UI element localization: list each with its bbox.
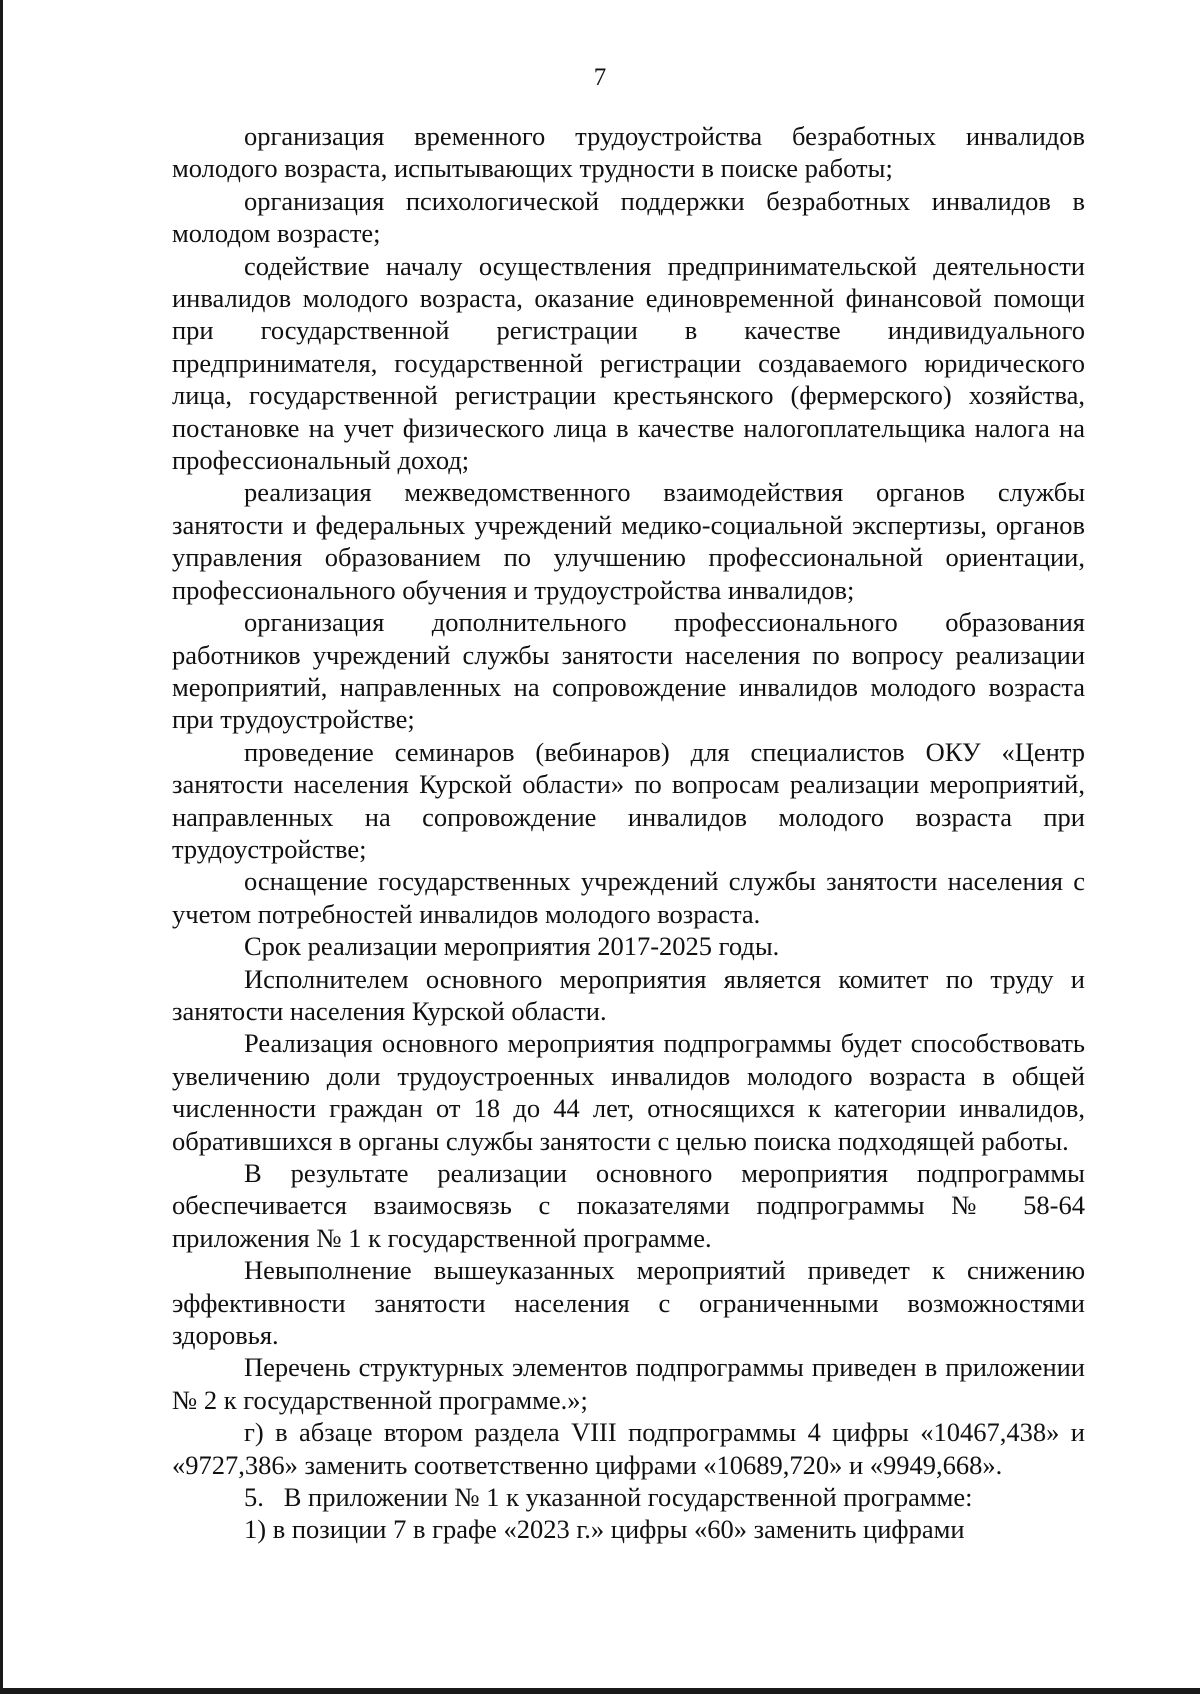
- paragraph-subitem-1: 1) в позиции 7 в графе «2023 г.» цифры «60» заменить цифрами: [244, 1514, 965, 1545]
- paragraph-structural-elements: Перечень структурных элементов подпрограммы приведен в приложении № 2 к государственной программе.»;: [172, 1352, 1085, 1415]
- paragraph-entrepreneurship-support: содействие началу осуществления предпринимательской деятельности инвалидов молодого возраста, оказание единовременной финансовой помощи при государственной регистрации в качестве индивидуального предпринимателя, государственной регистрации создаваемого юридического лица, государственной регистрации крестьянского (фермерского) хозяйства, постановке на учет физического лица в качестве налогоплательщика налога на профессиональный доход;: [172, 250, 1085, 476]
- paragraph-indicator-link: В результате реализации основного мероприятия подпрограммы обеспечивается взаимосвязь с показателями подпрограммы № 58-64 приложения № 1 к государственной программе.: [172, 1158, 1085, 1253]
- paragraph-psychological-support: организация психологической поддержки безработных инвалидов в молодом возрасте;: [172, 185, 1085, 249]
- scan-left-edge: [0, 0, 3, 1694]
- paragraph-staff-education: организация дополнительного профессионального образования работников учреждений службы занятости населения по вопросу реализации мероприятий, направленных на сопровождение инвалидов молодого возраста при трудоустройстве;: [172, 607, 1085, 735]
- paragraph-expected-result: Реализация основного мероприятия подпрограммы будет способствовать увеличению доли трудоустроенных инвалидов молодого возраста в общей численности граждан от 18 до 44 лет, относящихся к категории инвалидов, обратившихся в органы службы занятости с целью поиска подходящей работы.: [172, 1028, 1085, 1156]
- paragraph-temporary-employment: организация временного трудоустройства безработных инвалидов молодого возраста, испытывающих трудности в поиске работы;: [172, 121, 1085, 184]
- scan-bottom-edge: [0, 1688, 1200, 1694]
- document-body: [172, 120, 1085, 1546]
- paragraph-seminars: проведение семинаров (вебинаров) для специалистов ОКУ «Центр занятости населения Курской области» по вопросам реализации мероприятий, направленных на сопровождение инвалидов молодого возраста при трудоустройстве;: [172, 736, 1085, 864]
- paragraph-item-5: 5. В приложении № 1 к указанной государственной программе:: [244, 1482, 973, 1513]
- paragraph-implementation-period: Срок реализации мероприятия 2017-2025 годы.: [244, 931, 780, 962]
- page-number: 7: [593, 64, 607, 91]
- paragraph-amendment-g: г) в абзаце втором раздела VIII подпрограммы 4 цифры «10467,438» и «9727,386» заменить соответственно цифрами «10689,720» и «9949,668».: [172, 1417, 1085, 1480]
- paragraph-risk: Невыполнение вышеуказанных мероприятий приведет к снижению эффективности занятости населения с ограниченными возможностями здоровья.: [172, 1255, 1085, 1351]
- paragraph-equipment: оснащение государственных учреждений службы занятости населения с учетом потребностей инвалидов молодого возраста.: [172, 866, 1085, 929]
- paragraph-interagency-cooperation: реализация межведомственного взаимодействия органов службы занятости и федеральных учреждений медико-социальной экспертизы, органов управления образованием по улучшению профессиональной ориентации, профессионального обучения и трудоустройства инвалидов;: [172, 477, 1085, 605]
- paragraph-executor: Исполнителем основного мероприятия является комитет по труду и занятости населения Курской области.: [172, 963, 1085, 1026]
